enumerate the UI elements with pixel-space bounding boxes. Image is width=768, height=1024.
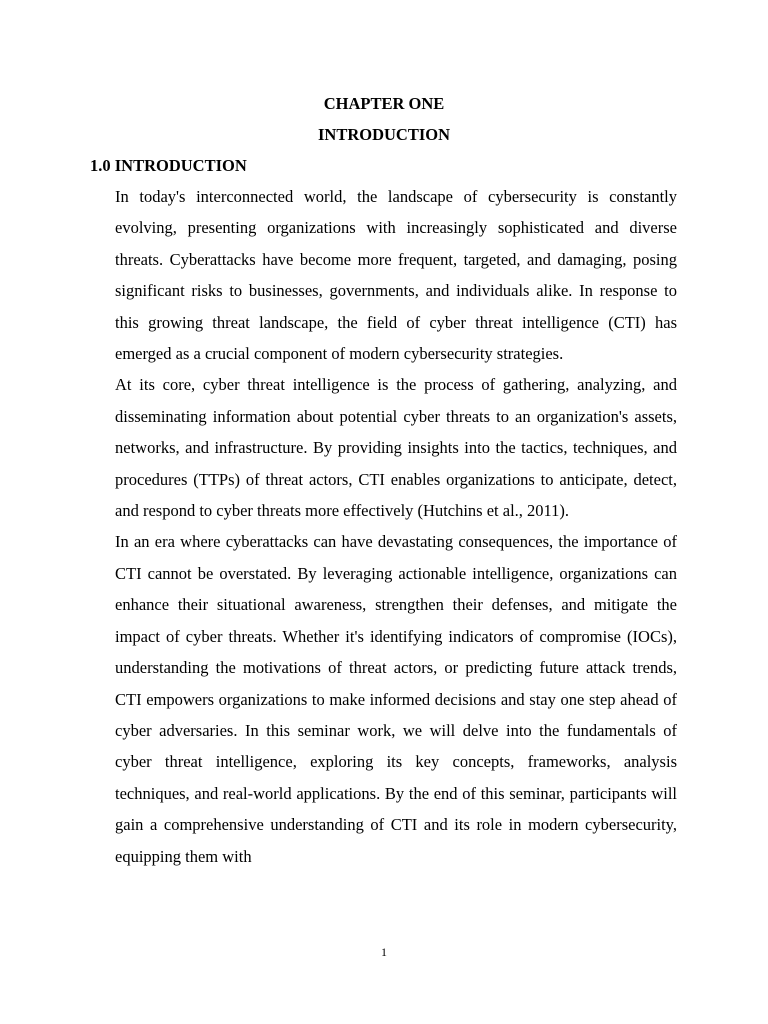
page-number: 1	[381, 945, 387, 959]
chapter-title: CHAPTER ONE	[323, 94, 445, 113]
chapter-subtitle: INTRODUCTION	[317, 125, 451, 144]
paragraph-2: At its core, cyber threat intelligence is the process of gathering, analyzing, and disseminating information about potential cyber threats to an organization's assets, networks, and infrastructure. By providing insights into the tactics, techniques, and procedures (TTPs) of threat actors, CTI enables organizations to anticipate, detect, and respond to cyber threats more effectively (Hutchins et al., 2011).	[115, 375, 677, 521]
paragraph-3: In an era where cyberattacks can have devastating consequences, the importance of CTI cannot be overstated. By leveraging actionable intelligence, organizations can enhance their situational awareness, strengthen their defenses, and mitigate the impact of cyber threats. Whether it's identifying indicators of compromise (IOCs), understanding the motivations of threat actors, or predicting future attack trends, CTI empowers organizations to make informed decisions and stay one step ahead of cyber adversaries. In this seminar work, we will delve into the fundamentals of cyber threat intelligence, exploring its key concepts, frameworks, analysis techniques, and real-world applications. By the end of this seminar, participants will gain a comprehensive understanding of CTI and its role in modern cybersecurity, equipping them with	[115, 532, 677, 866]
body-text	[115, 181, 677, 872]
section-heading: 1.0 INTRODUCTION	[90, 156, 247, 175]
paragraph-1: In today's interconnected world, the landscape of cybersecurity is constantly evolving, presenting organizations with increasingly sophisticated and diverse threats. Cyberattacks have become more frequent, targeted, and damaging, posing significant risks to businesses, governments, and individuals alike. In response to this growing threat landscape, the field of cyber threat intelligence (CTI) has emerged as a crucial component of modern cybersecurity strategies.	[115, 187, 677, 364]
